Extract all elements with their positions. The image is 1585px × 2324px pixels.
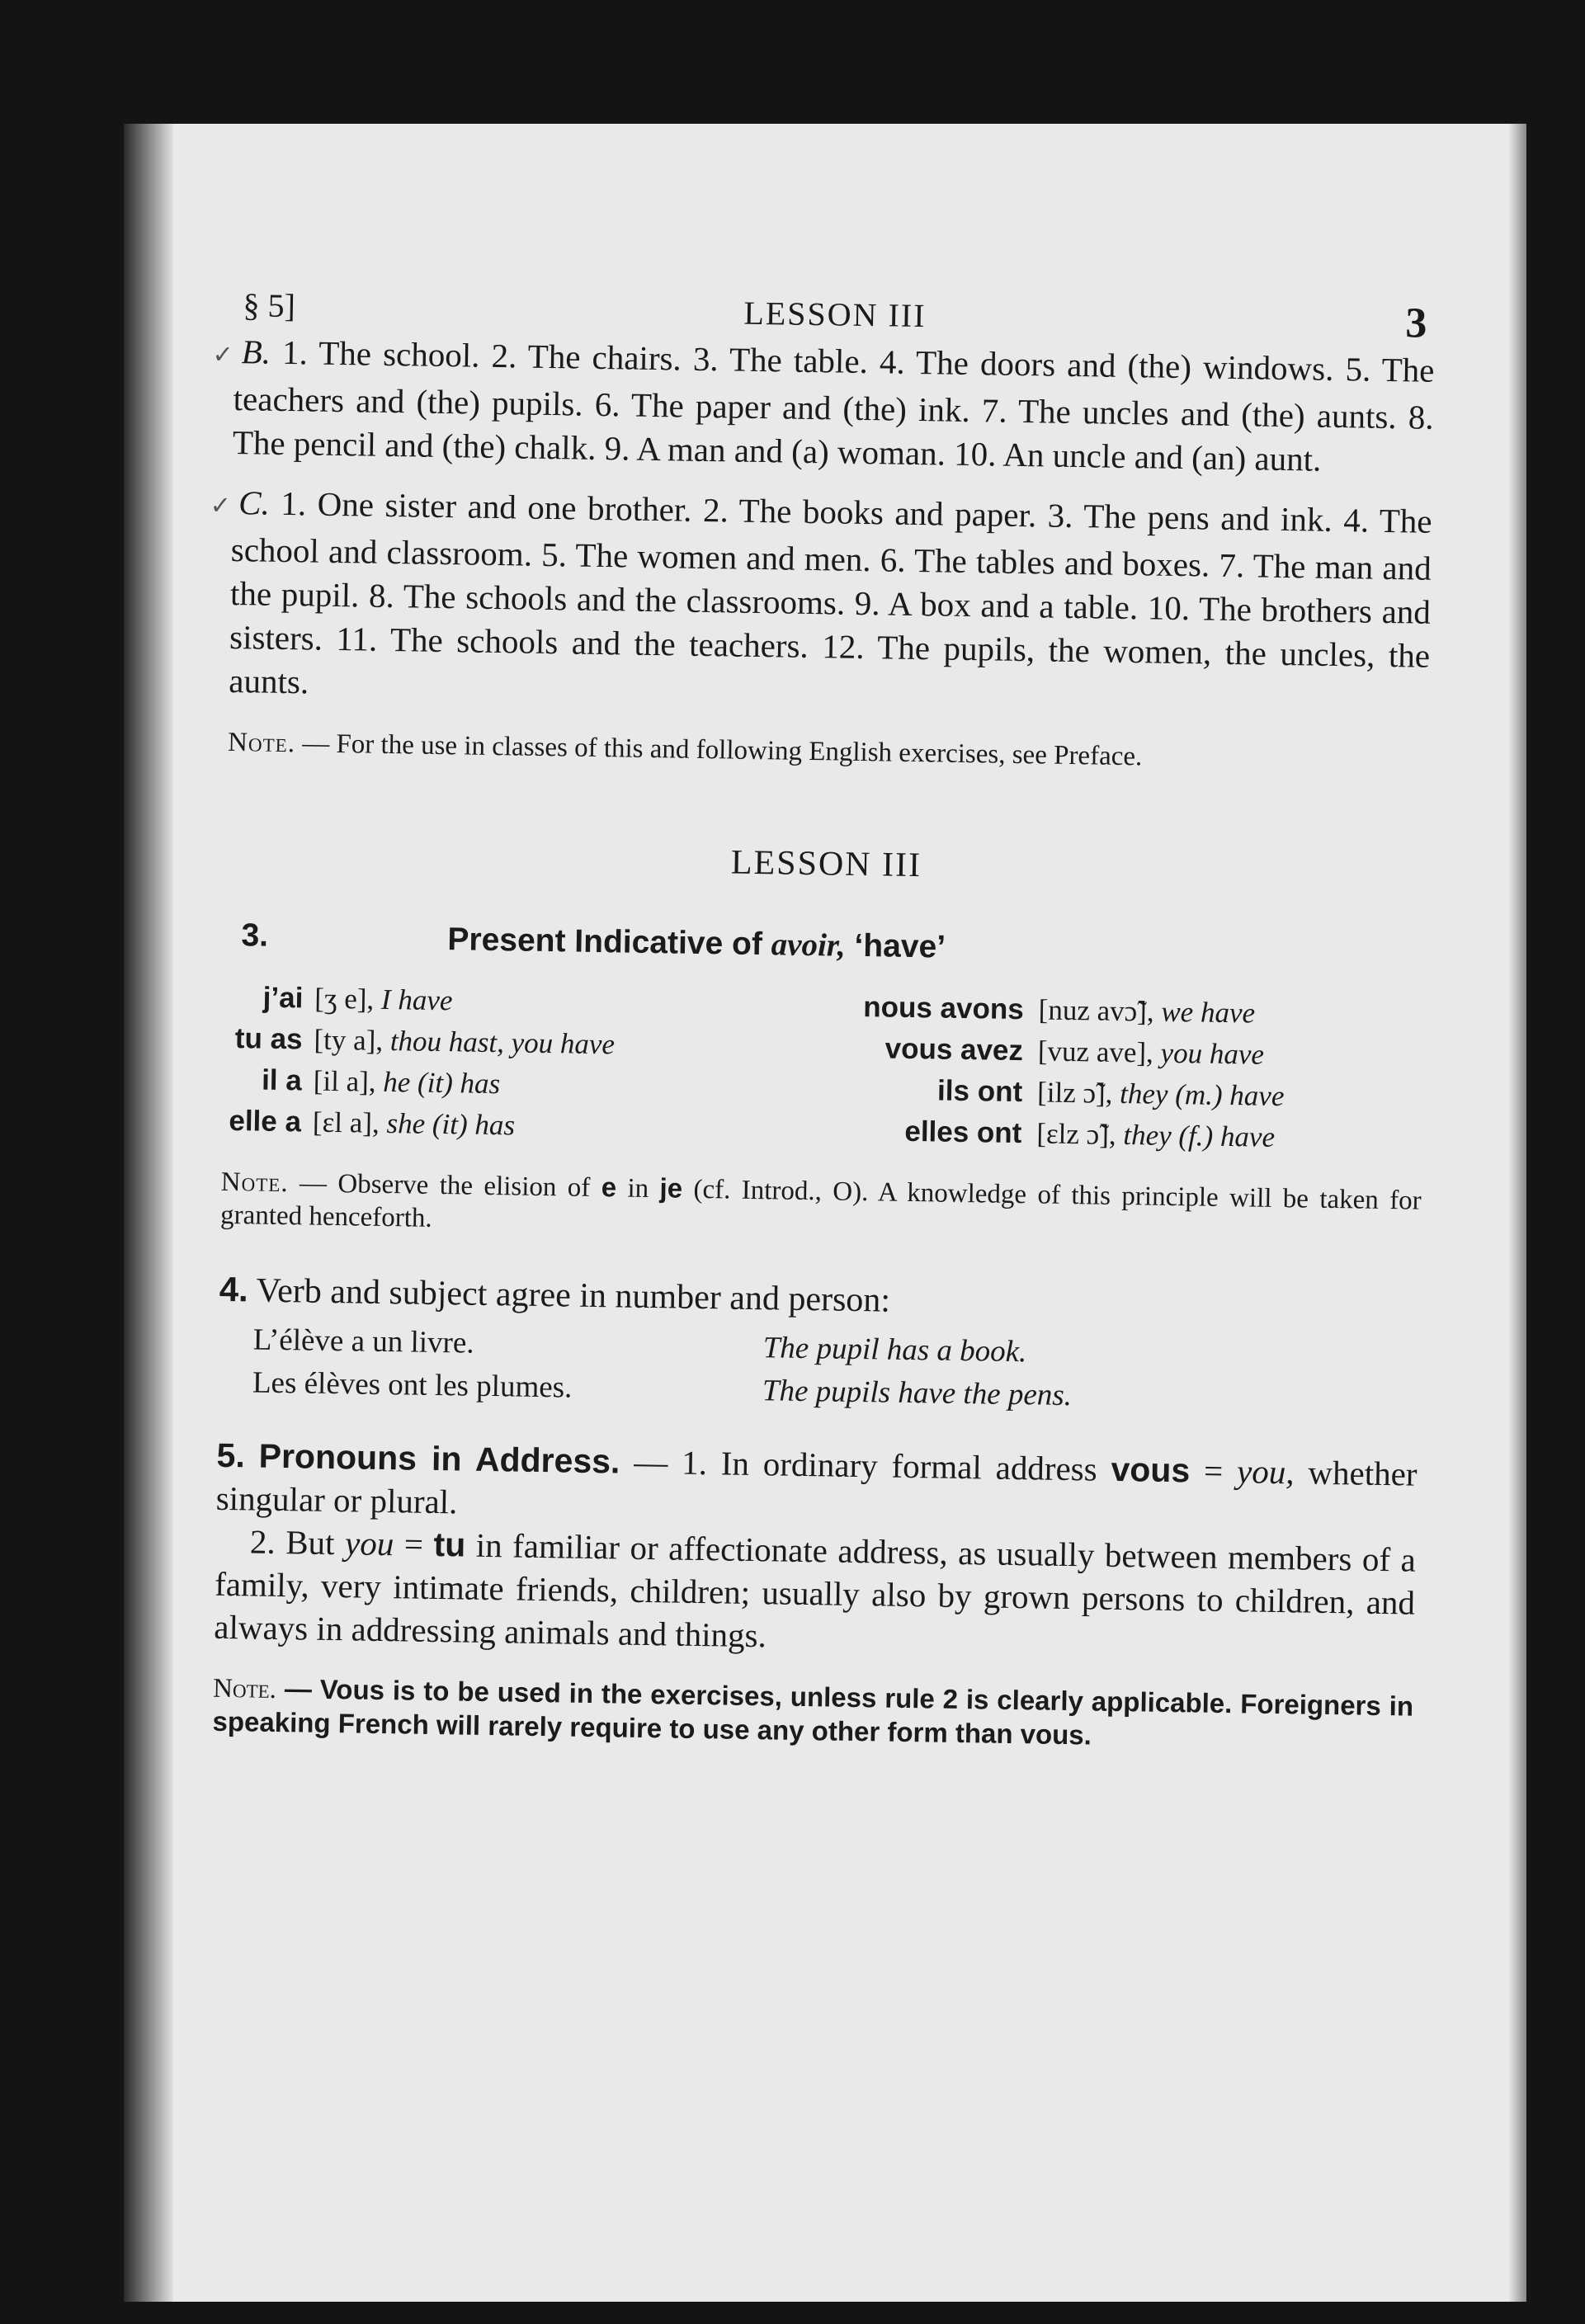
conj-trans: thou hast, you have — [389, 1025, 616, 1061]
conj-verb: j’ai — [262, 981, 304, 1015]
note-label: Note. — [220, 1167, 289, 1199]
rule-term: vous — [1111, 1450, 1191, 1490]
conj-pron: [vuz ave], — [1037, 1035, 1154, 1069]
conj-pron: [ilz ɔ̃], — [1036, 1076, 1113, 1110]
note-text: — For the use in classes of this and following English exercises, see Preface. — [301, 728, 1143, 772]
conj-trans: they (m.) have — [1119, 1077, 1285, 1113]
note-label: Note. — [227, 727, 296, 759]
section-3-title-meaning: ‘have’ — [854, 927, 946, 965]
example-french: Les élèves ont les plumes. — [252, 1365, 573, 1405]
rule-term: you, — [1236, 1452, 1295, 1492]
rule-text: in familiar or affectionate address, as usually between members of a family, very intimate friends, children; usually also by grown persons to children, and always in addressing animals and things. — [214, 1525, 1417, 1655]
book-page — [124, 124, 1526, 2302]
page-gutter — [124, 124, 173, 2302]
example-english: The pupil has a book. — [762, 1331, 1027, 1369]
rule-term: tu — [433, 1525, 466, 1564]
conjugation-singular — [222, 977, 800, 1151]
rule-text: 2. But — [249, 1522, 335, 1563]
conjugation-plural — [797, 986, 1425, 1161]
example-french: L’élève a un livre. — [252, 1322, 474, 1360]
page-number: 3 — [1404, 299, 1427, 347]
note-label: Note. — [212, 1673, 277, 1704]
section-4-text: Verb and subject agree in number and person: — [256, 1271, 891, 1320]
exercise-c-label: C. — [238, 483, 271, 522]
example-english: The pupils have the pens. — [762, 1374, 1073, 1413]
conj-pron: [ɛl a], — [312, 1105, 380, 1139]
note-term: je — [659, 1172, 683, 1204]
exercise-b-label: B. — [241, 332, 271, 371]
note-elision — [220, 1165, 1422, 1251]
check-mark-icon: ✓ — [212, 340, 237, 370]
page-edge — [1508, 124, 1526, 2302]
note-text: — Vous is to be used in the exercises, unless rule 2 is clearly applicable. Foreigners in speaking French will rarely require to use any other form than vous. — [212, 1673, 1414, 1751]
section-3-title-verb: avoir, — [771, 926, 846, 964]
rule-text: — 1. In ordinary formal address — [633, 1442, 1098, 1488]
conj-trans: we have — [1161, 995, 1256, 1030]
section-reference: § 5] — [243, 286, 296, 325]
section-3-title-text: Present Indicative of — [447, 922, 763, 963]
rule-text: whether singular or plural. — [215, 1453, 1418, 1521]
section-4-number: 4. — [219, 1269, 249, 1309]
section-5-rule-2 — [214, 1520, 1416, 1667]
conj-pron: [ty a], — [314, 1023, 384, 1057]
section-5-heading: Pronouns in Address. — [258, 1436, 620, 1481]
note-text: in — [627, 1173, 649, 1204]
conj-verb: il a — [261, 1063, 303, 1097]
note-text: (cf. Introd., O). A knowledge of this principle will be taken for granted henceforth. — [219, 1174, 1422, 1233]
conj-verb: tu as — [234, 1022, 303, 1056]
conj-pron: [ʒ e], — [314, 982, 375, 1016]
conjugation-table — [222, 977, 1425, 1161]
conj-pron: [il a], — [313, 1064, 376, 1098]
conj-trans: they (f.) have — [1123, 1119, 1276, 1153]
exercise-c — [210, 481, 1432, 722]
conj-verb: elles ont — [904, 1115, 1022, 1150]
check-mark-icon: ✓ — [210, 491, 234, 521]
conj-verb: nous avons — [862, 991, 1025, 1026]
conj-verb: elle a — [229, 1105, 302, 1138]
conj-verb: ils ont — [936, 1074, 1023, 1109]
section-5-number: 5. — [216, 1435, 246, 1475]
conj-verb: vous avez — [884, 1032, 1024, 1068]
note-text: — Observe the elision of — [299, 1168, 591, 1203]
lesson-title: LESSON III — [730, 843, 922, 885]
conj-trans: she (it) has — [386, 1107, 516, 1142]
note-term: e — [601, 1171, 617, 1203]
exercise-c-text: 1. One sister and one brother. 2. The books and paper. 3. The pens and ink. 4. The school and classroom. 5. The women and men. 6. The tables and boxes. 7. The man and the pupil. 8. The schools and the classrooms. 9. A box and a table. 10. The brothers and sisters. 11. The schools and the teachers. 12. The pupils, the women, the uncles, the aunts. — [229, 483, 1432, 701]
rule-text: = — [1203, 1451, 1224, 1490]
conj-trans: you have — [1160, 1036, 1265, 1071]
conj-pron: [nuz avɔ̃], — [1038, 993, 1154, 1028]
conjugation-row — [847, 1110, 1422, 1161]
conj-trans: he (it) has — [383, 1065, 501, 1101]
running-title: LESSON III — [743, 294, 927, 335]
section-3-number: 3. — [241, 917, 269, 954]
section-4-examples — [218, 1318, 1419, 1423]
exercise-b — [212, 330, 1435, 483]
page-content — [212, 280, 1436, 1784]
exercise-b-text: 1. The school. 2. The chairs. 3. The table. 4. The doors and (the) windows. 5. The teachers and (the) pupils. 6. The paper and (the) ink. 7. The uncles and (the) aunts. 8. The pencil and (the) chalk. 9. A man and (a) woman. 10. An uncle and (an) aunt. — [232, 332, 1435, 478]
note-preface — [228, 726, 1428, 778]
note-vous — [212, 1671, 1413, 1757]
section-4 — [219, 1270, 1420, 1329]
section-3-heading — [224, 917, 1426, 979]
rule-text: = — [403, 1525, 424, 1563]
rule-term: you — [344, 1524, 394, 1563]
conjugation-row — [222, 1101, 798, 1151]
section-3-title — [447, 921, 946, 965]
conj-trans: I have — [380, 983, 453, 1017]
conj-pron: [ɛlz ɔ̃], — [1036, 1117, 1116, 1151]
